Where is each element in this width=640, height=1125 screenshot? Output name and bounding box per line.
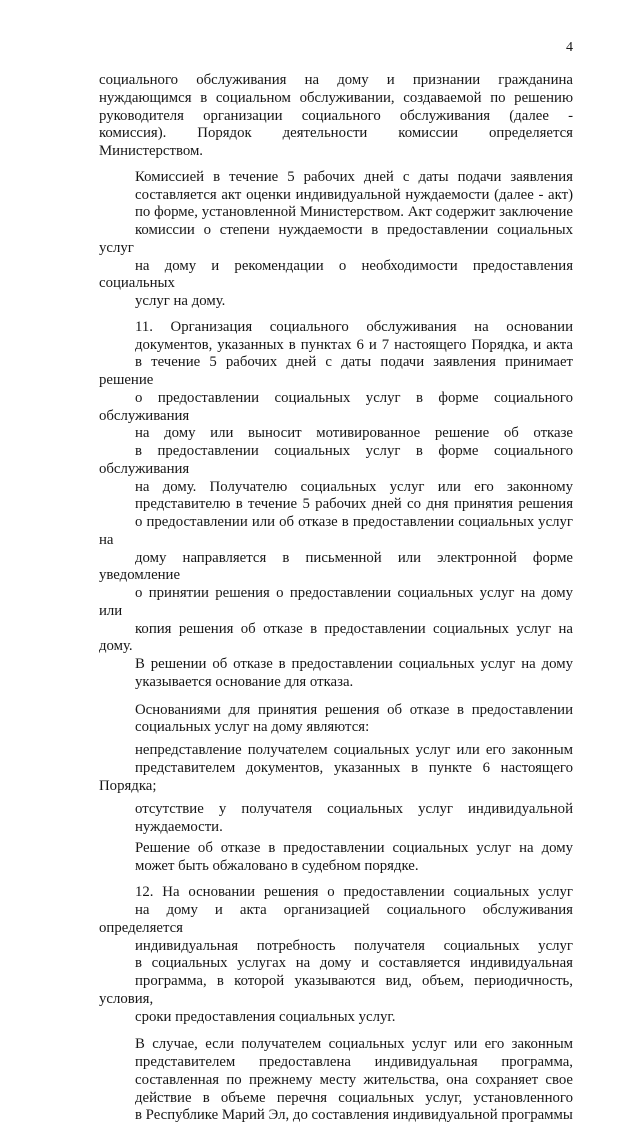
paragraph-individual-program [99, 1036, 573, 1125]
text-line: комиссия). Порядок деятельности комиссии определяется [99, 125, 573, 142]
text-line: непредставление получателем социальных услуг или его законным [135, 742, 573, 758]
text-line: руководителя организации социального обслуживания (далее - [99, 107, 573, 124]
paragraph-refusal-grounds [99, 702, 573, 738]
text-line: на дому и рекомендации о необходимости предоставления социальных [99, 257, 573, 292]
text-line: Решение об отказе в предоставлении социальных услуг на дому [135, 839, 573, 856]
text-line: в течение 5 рабочих дней с даты подачи заявления принимает решение [99, 354, 573, 388]
text-line: нуждающимся в социальном обслуживании, создаваемой по решению [99, 89, 573, 106]
text-line: Комиссией в течение 5 рабочих дней с даты подачи заявления [135, 168, 573, 185]
paragraph-item-12 [99, 884, 573, 1026]
text-line: В случае, если получателем социальных услуг или его законным [135, 1036, 573, 1053]
text-line: в предоставлении социальных услуг в форме социального обслуживания [99, 443, 573, 477]
text-line: представителем документов, указанных в пункте 6 настоящего Порядка; [99, 759, 573, 794]
paragraph-ground-need [99, 801, 573, 837]
text-line: на дому. Получателю социальных услуг или его законному [135, 478, 573, 495]
document-body [99, 72, 573, 1125]
text-line: о принятии решения о предоставлении социальных услуг на дому или [99, 585, 573, 619]
text-line: социального обслуживания на дому и признании гражданина [99, 72, 573, 88]
text-line: Основаниями для принятия решения об отказе в предоставлении [135, 701, 573, 718]
text-line: индивидуальная потребность получателя социальных услуг [135, 937, 573, 954]
text-line: представителем предоставлена индивидуальная программа, [135, 1054, 573, 1070]
text-line: услуг на дому. [135, 293, 226, 309]
text-line: о предоставлении социальных услуг в форме социального обслуживания [99, 389, 573, 424]
text-line: В решении об отказе в предоставлении социальных услуг на дому [135, 656, 573, 672]
text-line: дому направляется в письменной или электронной форме уведомление [99, 549, 573, 584]
paragraph-appeal [99, 840, 573, 876]
text-line: документов, указанных в пунктах 6 и 7 настоящего Порядка, и акта [135, 336, 573, 353]
paragraph-item-11 [99, 319, 573, 692]
text-line: программа, в которой указываются вид, объем, периодичность, условия, [99, 973, 573, 1007]
text-line: социальных услуг на дому являются: [135, 719, 370, 736]
text-line: указывается основание для отказа. [135, 673, 354, 690]
text-line: в Республике Марий Эл, до составления индивидуальной программы [135, 1107, 573, 1124]
text-line: составленная по прежнему месту жительства, она сохраняет свое [135, 1071, 573, 1088]
text-line: о предоставлении или об отказе в предоставлении социальных услуг на [99, 514, 573, 548]
text-line: 11. Организация социального обслуживания на основании [135, 318, 573, 335]
text-line: сроки предоставления социальных услуг. [135, 1008, 396, 1025]
text-line: отсутствие у получателя социальных услуг индивидуальной [135, 801, 573, 818]
text-line: 12. На основании решения о предоставлении социальных услуг [135, 884, 573, 901]
paragraph-assessment-act [99, 169, 573, 311]
page-number: 4 [566, 40, 573, 55]
text-line: представителю в течение 5 рабочих дней со дня принятия решения [135, 496, 573, 513]
text-line: на дому или выносит мотивированное решение об отказе [135, 425, 573, 442]
text-line: по форме, установленной Министерством. Акт содержит заключение [135, 204, 573, 221]
text-line: на дому и акта организацией социального обслуживания определяется [99, 902, 573, 936]
text-line: комиссии о степени нуждаемости в предоставлении социальных услуг [99, 222, 573, 256]
text-line: действие в объеме перечня социальных услуг, установленного [135, 1089, 573, 1106]
text-line: может быть обжаловано в судебном порядке. [135, 857, 419, 874]
text-line: нуждаемости. [135, 819, 223, 835]
text-line: составляется акт оценки индивидуальной нуждаемости (далее - акт) [135, 186, 573, 203]
paragraph-commission-definition [99, 72, 573, 161]
text-line: Министерством. [99, 143, 204, 159]
text-line: в социальных услугах на дому и составляется индивидуальная [135, 955, 573, 972]
paragraph-ground-documents [99, 742, 573, 795]
text-line: копия решения об отказе в предоставлении социальных услуг на дому. [99, 620, 573, 655]
